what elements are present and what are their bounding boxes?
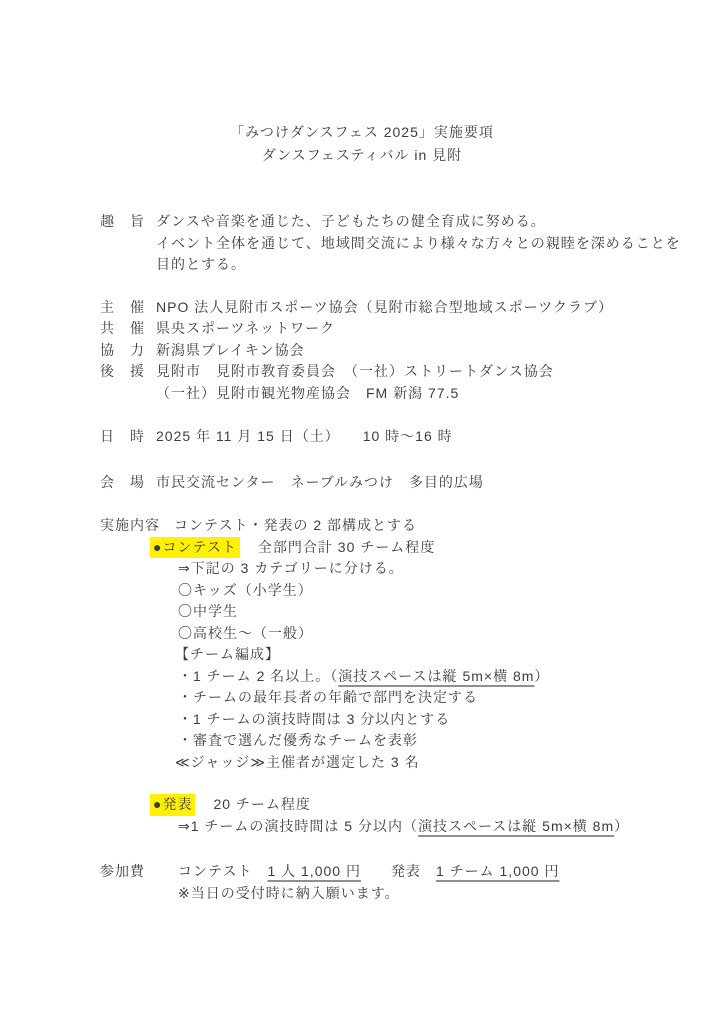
datetime-label: 日 時	[100, 428, 145, 444]
section-purpose	[100, 211, 696, 276]
contest-rule: ・1 チームの演技時間は 3 分以内とする	[178, 710, 451, 727]
fee-label: 参加費	[100, 863, 145, 879]
presentation-sub	[178, 816, 696, 838]
doc-subtitle: ダンスフェスティバル in 見附	[261, 147, 463, 163]
fee-contest-label: コンテスト	[178, 863, 268, 879]
support-line: （一社）見附市観光物産協会 FM 新潟 77.5	[156, 384, 460, 401]
fee-amounts	[178, 861, 696, 883]
support-line: 見附市 見附市教育委員会 （一社）ストリートダンス協会	[156, 363, 554, 379]
presentation-heading-highlight: ●発表	[150, 794, 195, 816]
team-heading: 【チーム編成】	[175, 646, 280, 662]
purpose-label: 趣 旨	[100, 213, 145, 229]
presentation-block	[100, 794, 696, 837]
rule1-close: ）	[534, 667, 550, 684]
contents-intro: コンテスト・発表の 2 部構成とする	[174, 517, 418, 533]
contest-sub: ⇒下記の 3 カテゴリーに分ける。	[178, 560, 404, 576]
purpose-line: イベント全体を通じて、地域間交流により様々な方々との親睦を深めることを	[156, 234, 681, 251]
section-cooperation	[100, 340, 696, 362]
section-organizer	[100, 297, 696, 319]
purpose-line: 目的とする。	[156, 256, 246, 272]
cooperation-label: 協 力	[100, 341, 145, 358]
contest-rule: ・チームの最年長者の年齢で部門を決定する	[178, 689, 478, 705]
section-support	[100, 361, 696, 404]
co-organizer-body: 県央スポーツネットワーク	[156, 320, 336, 336]
fee-body	[178, 861, 696, 904]
support-label: 後 援	[100, 363, 145, 379]
contest-heading-note: 全部門合計 30 チーム程度	[257, 538, 436, 555]
contest-heading-highlight: ●コンテスト	[150, 537, 240, 559]
cooperation-body: 新潟県ブレイキン協会	[156, 341, 305, 358]
presentation-fee-underline: 1 チーム 1,000 円	[435, 863, 560, 879]
organizer-body: NPO 法人見附市スポーツ協会（見附市総合型地域スポーツクラブ）	[156, 298, 614, 315]
venue-label: 会 場	[100, 473, 145, 490]
datetime-body: 2025 年 11 月 15 日（土） 10 時～16 時	[156, 428, 453, 444]
section-fee	[100, 861, 696, 904]
fee-note: ※当日の受付時に納入願います。	[178, 884, 400, 901]
support-body	[156, 361, 696, 404]
contest-category: 〇キッズ（小学生）	[178, 581, 313, 598]
purpose-line: ダンスや音楽を通じた、子どもたちの健全育成に努める。	[156, 213, 546, 229]
contest-block	[100, 537, 696, 774]
presentation-sub-close: ）	[614, 817, 630, 834]
section-datetime	[100, 426, 696, 448]
presentation-heading-row	[150, 794, 696, 816]
contents-label: 実施内容	[100, 517, 160, 533]
fee-presentation-label: 発表	[360, 863, 436, 879]
performance-space-note: 演技スペースは縦 5m×横 8m	[338, 667, 535, 684]
contents-intro-row	[100, 515, 696, 537]
contest-rule: ・審査で選んだ優秀なチームを表彰	[178, 732, 418, 748]
section-venue	[100, 472, 696, 494]
judge-note: ≪ジャッジ≫主催者が選定した 3 名	[175, 753, 420, 770]
presentation-heading-note: 20 チーム程度	[213, 796, 311, 812]
presentation-sub-text: ⇒1 チームの演技時間は 5 分以内（	[178, 817, 418, 834]
organizer-label: 主 催	[100, 298, 145, 315]
rule1-text: ・1 チーム 2 名以上。（	[178, 667, 339, 684]
section-organizations	[100, 297, 696, 405]
contest-rule	[178, 666, 696, 688]
venue-body: 市民交流センター ネーブルみつけ 多目的広場	[156, 473, 484, 490]
contest-fee-underline: 1 人 1,000 円	[267, 863, 361, 879]
contest-category: 〇高校生～（一般）	[178, 624, 313, 641]
section-contents	[100, 515, 696, 837]
title-block	[28, 121, 696, 167]
doc-title: 「みつけダンスフェス 2025」実施要項	[230, 124, 494, 140]
contest-category: 〇中学生	[178, 603, 238, 619]
contest-heading-row	[150, 537, 696, 559]
presentation-space-note: 演技スペースは縦 5m×横 8m	[417, 817, 615, 834]
co-organizer-label: 共 催	[100, 320, 145, 336]
purpose-body	[156, 211, 696, 276]
section-co-organizer	[100, 318, 696, 340]
